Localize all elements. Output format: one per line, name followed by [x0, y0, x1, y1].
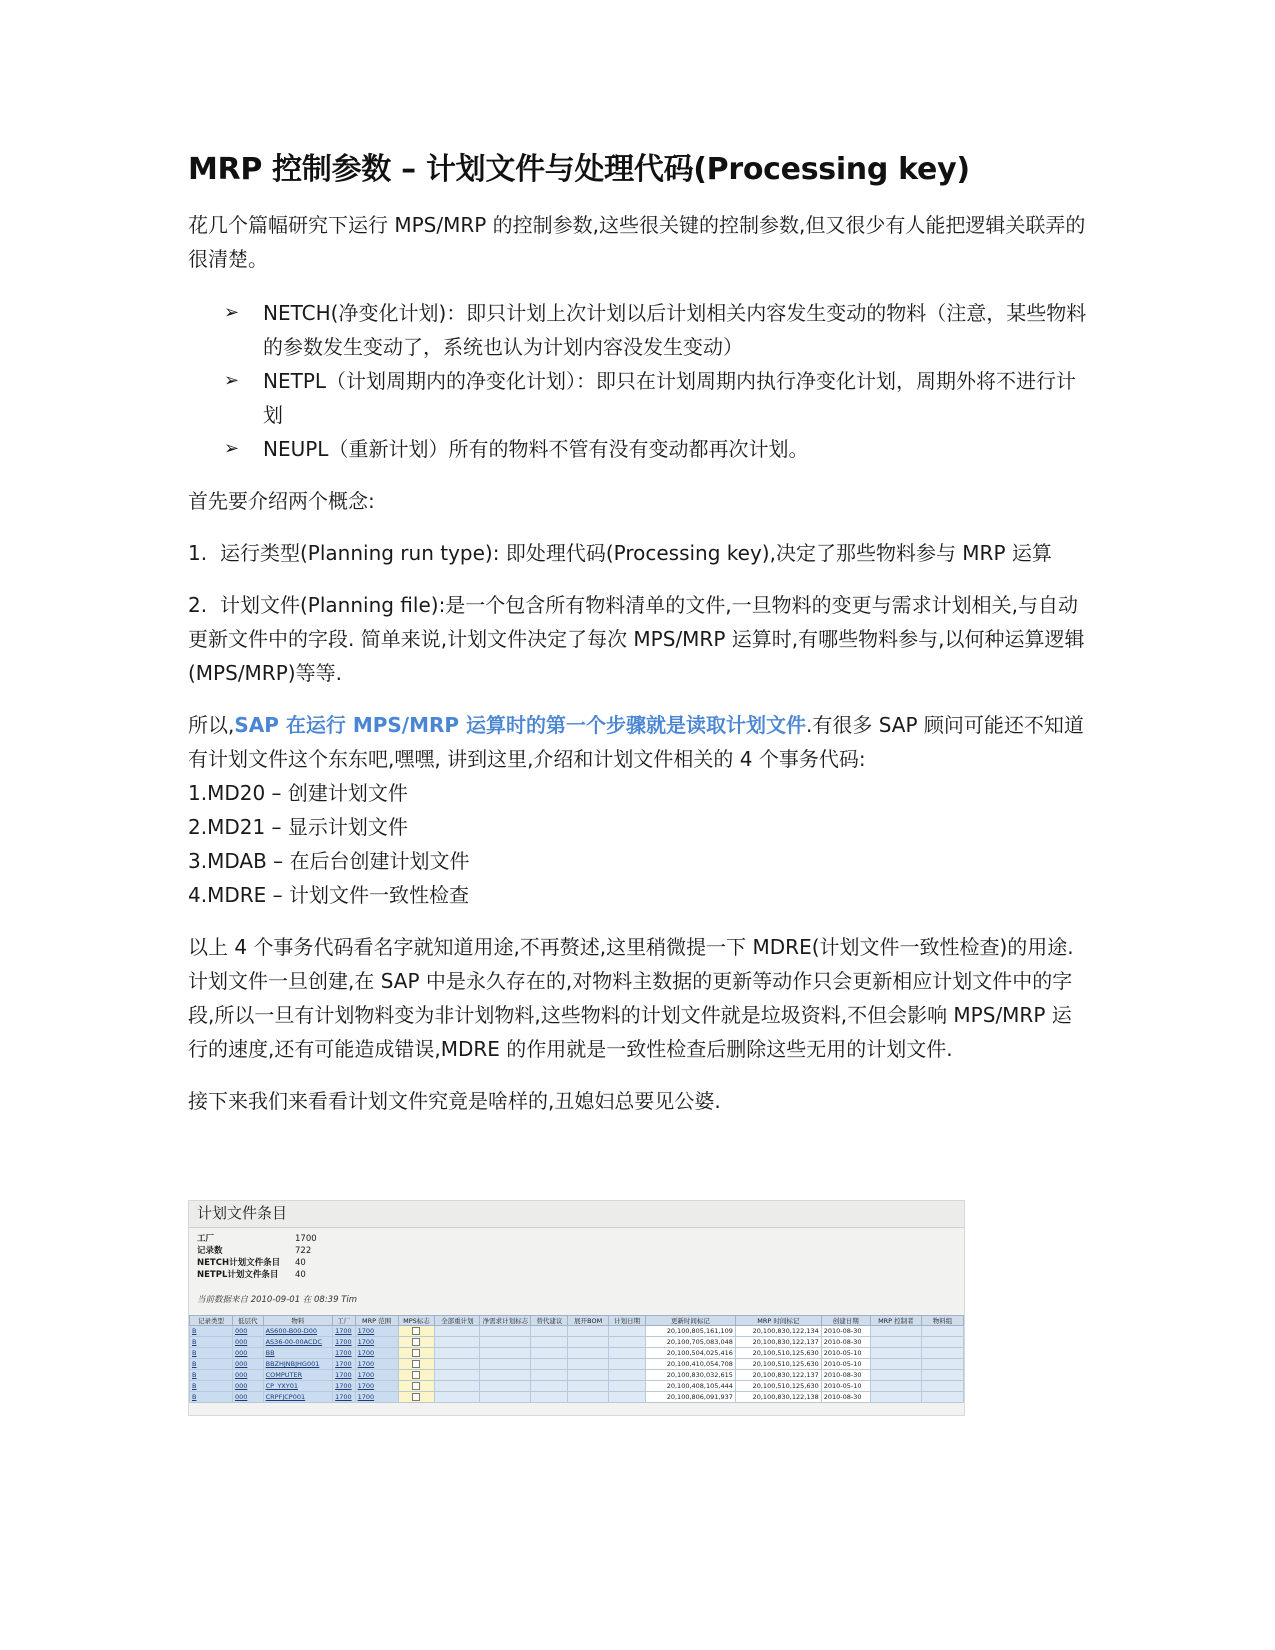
table-cell	[921, 1381, 963, 1392]
list-item: 1.MD20 – 创建计划文件	[188, 781, 408, 805]
table-row[interactable]	[190, 1337, 964, 1348]
list-item: ➢ NEUPL（重新计划）所有的物料不管有没有变动都再次计划。	[188, 432, 1088, 466]
table-cell	[480, 1381, 531, 1392]
table-cell[interactable]	[398, 1381, 435, 1392]
table-cell: 2010-08-30	[821, 1326, 870, 1337]
table-cell	[609, 1326, 646, 1337]
table-cell	[568, 1348, 609, 1359]
page-title: MRP 控制参数 – 计划文件与处理代码(Processing key)	[188, 152, 970, 187]
column-header[interactable]: 物料组	[921, 1316, 963, 1326]
arrow-bullet-icon: ➢	[224, 438, 240, 459]
mps-checkbox[interactable]	[412, 1338, 420, 1346]
table-row[interactable]	[190, 1370, 964, 1381]
column-header[interactable]: MRP 时间标记	[735, 1316, 821, 1326]
table-cell	[435, 1326, 480, 1337]
highlight-text: SAP 在运行 MPS/MRP 运算时的第一个步骤就是读取计划文件	[234, 713, 807, 737]
table-cell	[870, 1370, 921, 1381]
table-cell[interactable]: BBZHJNBJHG001	[263, 1359, 333, 1370]
table-cell[interactable]: B	[190, 1381, 233, 1392]
table-cell	[870, 1337, 921, 1348]
table-cell: 20,100,805,161,109	[645, 1326, 735, 1337]
table-cell[interactable]: CP_YXY01	[263, 1381, 333, 1392]
table-cell	[870, 1381, 921, 1392]
table-cell	[921, 1337, 963, 1348]
table-cell[interactable]: BB	[263, 1348, 333, 1359]
table-cell[interactable]: 1700	[355, 1359, 398, 1370]
table-cell[interactable]: AS600-B00-D00	[263, 1326, 333, 1337]
table-cell	[435, 1392, 480, 1403]
list-item: ➢ NETPL（计划周期内的净变化计划）：即只在计划周期内执行净变化计划，周期外将不进行计划	[188, 364, 1088, 432]
table-cell	[921, 1370, 963, 1381]
table-cell[interactable]: 1700	[333, 1348, 355, 1359]
table-cell: 20,100,806,091,937	[645, 1392, 735, 1403]
table-cell[interactable]: B	[190, 1337, 233, 1348]
info-row: 记录数 722	[197, 1246, 312, 1256]
table-cell: 2010-08-30	[821, 1392, 870, 1403]
table-cell: 20,100,705,083,048	[645, 1337, 735, 1348]
table-cell[interactable]: 1700	[355, 1392, 398, 1403]
table-cell: 20,100,830,032,615	[645, 1370, 735, 1381]
column-header[interactable]: MPS标志	[398, 1316, 435, 1326]
table-cell	[480, 1348, 531, 1359]
column-header[interactable]: MRP 控制者	[870, 1316, 921, 1326]
table-cell: 20,100,830,122,137	[735, 1337, 821, 1348]
table-cell[interactable]: 000	[232, 1337, 263, 1348]
table-cell[interactable]: 1700	[333, 1326, 355, 1337]
table-cell[interactable]: B	[190, 1326, 233, 1337]
mps-checkbox[interactable]	[412, 1360, 420, 1368]
table-cell[interactable]: 1700	[333, 1370, 355, 1381]
table-cell[interactable]: AS36-00-00ACDC	[263, 1337, 333, 1348]
column-header[interactable]: 物料	[263, 1316, 333, 1326]
concept-2: 2. 计划文件(Planning file):是一个包含所有物料清单的文件,一旦物料的变更与需求计划相关,与自动更新文件中的字段. 简单来说,计划文件决定了每次 MPS/MRP 运算时,有哪些物料参与,以何种运算逻辑(MPS/MRP)等等.	[188, 593, 1085, 685]
table-cell[interactable]: B	[190, 1392, 233, 1403]
list-item: 3.MDAB – 在后台创建计划文件	[188, 849, 470, 873]
table-cell	[568, 1381, 609, 1392]
table-cell: 2010-08-30	[821, 1337, 870, 1348]
info-row: NETPL计划文件条目 40	[197, 1270, 306, 1280]
table-cell	[480, 1392, 531, 1403]
arrow-bullet-icon: ➢	[224, 302, 240, 323]
table-cell	[531, 1392, 568, 1403]
table-cell	[531, 1348, 568, 1359]
document-body	[188, 150, 1088, 1118]
concept-1: 1. 运行类型(Planning run type): 即处理代码(Processing key),决定了那些物料参与 MRP 运算	[188, 541, 1052, 565]
table-cell: 2010-05-10	[821, 1359, 870, 1370]
planning-file-paragraph: 所以,SAP 在运行 MPS/MRP 运算时的第一个步骤就是读取计划文件.有很多 SAP 顾问可能还不知道有计划文件这个东东吧,嘿嘿, 讲到这里,介绍和计划文件相关的 4 个事务代码:	[188, 713, 1084, 771]
table-cell[interactable]	[398, 1359, 435, 1370]
mps-checkbox[interactable]	[412, 1371, 420, 1379]
table-cell[interactable]: CRPFJCP001	[263, 1392, 333, 1403]
table-cell	[531, 1370, 568, 1381]
table-cell[interactable]: 1700	[355, 1370, 398, 1381]
table-cell: 20,100,510,125,630	[735, 1348, 821, 1359]
list-item: 2.MD21 – 显示计划文件	[188, 815, 408, 839]
table-cell	[435, 1370, 480, 1381]
table-cell[interactable]: 1700	[333, 1381, 355, 1392]
column-header[interactable]: 替代建议	[531, 1316, 568, 1326]
intro-paragraph: 花几个篇幅研究下运行 MPS/MRP 的控制参数,这些很关键的控制参数,但又很少有人能把逻辑关联弄的很清楚。	[188, 213, 1086, 271]
table-cell: 2010-08-30	[821, 1370, 870, 1381]
column-header[interactable]: 创建日期	[821, 1316, 870, 1326]
mps-checkbox[interactable]	[412, 1327, 420, 1335]
table-row[interactable]	[190, 1359, 964, 1370]
table-cell[interactable]: 1700	[355, 1337, 398, 1348]
table-cell	[480, 1326, 531, 1337]
sap-header-info	[197, 1233, 317, 1281]
table-cell[interactable]: 1700	[355, 1381, 398, 1392]
column-header[interactable]: 更新时间标记	[645, 1316, 735, 1326]
table-cell: 20,100,510,125,630	[735, 1381, 821, 1392]
info-row: NETCH计划文件条目 40	[197, 1258, 306, 1268]
table-cell: 20,100,830,122,137	[735, 1370, 821, 1381]
table-cell: 2010-05-10	[821, 1348, 870, 1359]
table-cell: 20,100,830,122,134	[735, 1326, 821, 1337]
table-cell	[480, 1359, 531, 1370]
column-header[interactable]: 工厂	[333, 1316, 355, 1326]
sap-window-title: 计划文件条目	[189, 1201, 964, 1228]
table-cell[interactable]: 1700	[333, 1392, 355, 1403]
mps-checkbox[interactable]	[412, 1382, 420, 1390]
table-cell	[531, 1337, 568, 1348]
table-cell	[435, 1381, 480, 1392]
table-cell	[870, 1326, 921, 1337]
table-cell[interactable]	[398, 1326, 435, 1337]
table-cell: 20,100,504,025,416	[645, 1348, 735, 1359]
table-cell[interactable]: B	[190, 1359, 233, 1370]
table-cell[interactable]	[398, 1337, 435, 1348]
table-cell	[609, 1370, 646, 1381]
info-row: 工厂 1700	[197, 1234, 317, 1244]
concepts-heading: 首先要介绍两个概念:	[188, 489, 375, 513]
table-row[interactable]	[190, 1392, 964, 1403]
column-header[interactable]: 低层代	[232, 1316, 263, 1326]
table-cell[interactable]: 1700	[333, 1359, 355, 1370]
table-cell: 20,100,830,122,138	[735, 1392, 821, 1403]
table-cell[interactable]: 000	[232, 1392, 263, 1403]
table-cell[interactable]: 000	[232, 1370, 263, 1381]
table-cell[interactable]	[398, 1392, 435, 1403]
column-header[interactable]: 展开BOM	[568, 1316, 609, 1326]
table-cell	[531, 1381, 568, 1392]
list-item: ➢ NETCH(净变化计划)：即只计划上次计划以后计划相关内容发生变动的物料（注意，某些物料的参数发生变动了，系统也认为计划内容没发生变动）	[188, 296, 1088, 364]
table-cell[interactable]: 000	[232, 1381, 263, 1392]
column-header[interactable]: MRP 范围	[355, 1316, 398, 1326]
table-cell	[921, 1326, 963, 1337]
table-row[interactable]	[190, 1326, 964, 1337]
closing-paragraph: 接下来我们来看看计划文件究竟是啥样的,丑媳妇总要见公婆.	[188, 1089, 721, 1113]
table-cell	[568, 1337, 609, 1348]
table-cell	[568, 1326, 609, 1337]
table-cell	[870, 1392, 921, 1403]
table-cell	[921, 1359, 963, 1370]
table-row[interactable]	[190, 1381, 964, 1392]
table-cell	[921, 1392, 963, 1403]
column-header[interactable]: 全部重计划	[435, 1316, 480, 1326]
table-header-row	[190, 1316, 964, 1326]
table-cell	[609, 1359, 646, 1370]
table-cell[interactable]: COMPUTER	[263, 1370, 333, 1381]
table-cell	[609, 1348, 646, 1359]
table-cell[interactable]: 1700	[355, 1348, 398, 1359]
table-cell	[609, 1392, 646, 1403]
table-cell[interactable]: 1700	[333, 1337, 355, 1348]
table-cell	[921, 1348, 963, 1359]
mps-checkbox[interactable]	[412, 1393, 420, 1401]
table-cell	[609, 1337, 646, 1348]
table-cell	[568, 1370, 609, 1381]
table-cell[interactable]: B	[190, 1370, 233, 1381]
table-cell	[609, 1381, 646, 1392]
table-cell[interactable]: 000	[232, 1359, 263, 1370]
table-cell: 20,100,408,105,444	[645, 1381, 735, 1392]
table-cell	[531, 1326, 568, 1337]
table-cell[interactable]	[398, 1370, 435, 1381]
mps-checkbox[interactable]	[412, 1349, 420, 1357]
table-cell	[531, 1359, 568, 1370]
table-cell	[568, 1392, 609, 1403]
table-cell	[435, 1348, 480, 1359]
column-header[interactable]: 净需求计划标志	[480, 1316, 531, 1326]
table-cell	[870, 1348, 921, 1359]
planning-file-table	[189, 1315, 964, 1403]
table-cell	[435, 1337, 480, 1348]
mdre-paragraph: 以上 4 个事务代码看名字就知道用途,不再赘述,这里稍微提一下 MDRE(计划文件一致性检查)的用途. 计划文件一旦创建,在 SAP 中是永久存在的,对物料主数据的更新等动作只会更新相应计划文件中的字段,所以一旦有计划物料变为非计划物料,这些物料的计划文件就是垃圾资料,不但会影响 MPS/MRP 运行的速度,还有可能造成错误,MDRE 的作用就是一致性检查后删除这些无用的计划文件.	[188, 935, 1074, 1061]
arrow-bullet-icon: ➢	[224, 370, 240, 391]
table-cell: 20,100,510,125,630	[735, 1359, 821, 1370]
list-item: 4.MDRE – 计划文件一致性检查	[188, 883, 469, 907]
table-cell: 20,100,410,054,708	[645, 1359, 735, 1370]
table-cell[interactable]: 1700	[355, 1326, 398, 1337]
table-cell	[870, 1359, 921, 1370]
sap-timestamp: 当前数据来自 2010-09-01 在 08:39 Tim	[197, 1295, 358, 1305]
table-row[interactable]	[190, 1348, 964, 1359]
table-cell	[480, 1370, 531, 1381]
table-cell[interactable]	[398, 1348, 435, 1359]
table-cell[interactable]: 000	[232, 1326, 263, 1337]
table-cell	[568, 1359, 609, 1370]
table-cell: 2010-05-10	[821, 1381, 870, 1392]
column-header[interactable]: 记录类型	[190, 1316, 233, 1326]
table-cell[interactable]: 000	[232, 1348, 263, 1359]
table-cell	[480, 1337, 531, 1348]
column-header[interactable]: 计划日期	[609, 1316, 646, 1326]
table-cell[interactable]: B	[190, 1348, 233, 1359]
mode-list	[188, 296, 1088, 466]
sap-screenshot	[188, 1200, 965, 1416]
table-cell	[435, 1359, 480, 1370]
transaction-code-list	[188, 776, 1088, 912]
